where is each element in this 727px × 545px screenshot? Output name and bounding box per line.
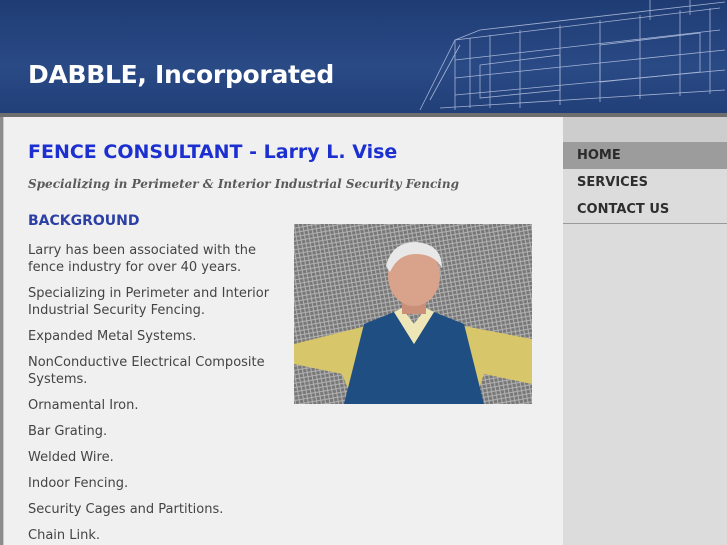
nav-item-contact-us[interactable]: CONTACT US [577,202,670,217]
nav-item-home[interactable]: HOME [563,142,727,169]
list-item: Bar Grating. [28,424,108,439]
nav-divider [563,223,727,224]
portrait-photo [294,224,532,404]
architectural-sketch-graphic [0,0,727,113]
list-item: NonConductive Electrical Composite Systems. [28,355,265,387]
list-item: Chain Link. [28,528,101,543]
site-title: DABBLE, Incorporated [28,60,334,89]
list-item: Indoor Fencing. [28,476,129,491]
tagline: Specializing in Perimeter & Interior Industrial Security Fencing [28,177,459,191]
nav-item-services[interactable]: SERVICES [577,175,648,190]
list-item: Ornamental Iron. [28,398,139,413]
list-item: Welded Wire. [28,450,114,465]
list-item: Expanded Metal Systems. [28,329,197,344]
section-heading-background: BACKGROUND [28,213,140,229]
sidebar-top-band [563,117,727,142]
sidebar-nav [563,117,727,545]
list-item: Specializing in Perimeter and Interior Industrial Security Fencing. [28,286,270,318]
main-content [3,117,563,545]
list-item: Security Cages and Partitions. [28,502,224,517]
list-item: Larry has been associated with the fence industry for over 40 years. [28,243,256,275]
site-header [0,0,727,113]
page-title: FENCE CONSULTANT - Larry L. Vise [28,141,398,163]
